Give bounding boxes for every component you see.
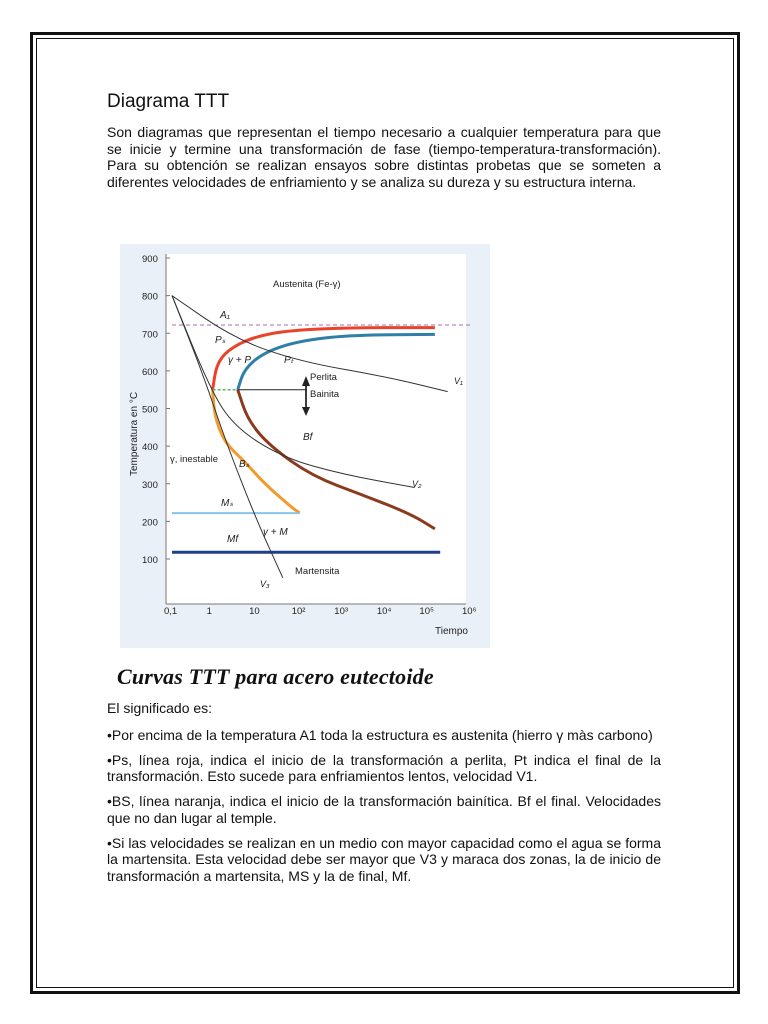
label-ms: Mₛ bbox=[221, 498, 234, 509]
y-tick-label: 500 bbox=[142, 404, 158, 416]
figure-caption: Curvas TTT para acero eutectoide bbox=[117, 664, 434, 689]
bullet-a1: •Por encima de la temperatura A1 toda la estructura es austenita (hierro γ màs carbono) bbox=[107, 726, 653, 743]
x-tick-label: 10 bbox=[249, 606, 260, 617]
y-tick-label: 800 bbox=[142, 291, 158, 303]
bullet-ps: •Ps, línea roja, indica el inicio de la transformación a perlita, Pt indica el final de la transformación. Esto sucede para enfriamientos lentos, velocidad V1. bbox=[107, 751, 661, 784]
label-bainita: Bainita bbox=[310, 389, 340, 400]
label-v1: V₁ bbox=[454, 376, 463, 386]
document-header bbox=[107, 90, 661, 190]
label-martensita: Martensita bbox=[295, 566, 340, 577]
y-tick-label: 200 bbox=[142, 517, 158, 529]
y-axis-label: Temperatura en °C bbox=[129, 391, 140, 476]
body-text bbox=[107, 700, 661, 893]
label-v2: V₂ bbox=[412, 479, 422, 489]
label-austenita: Austenita (Fe-γ) bbox=[273, 279, 341, 290]
x-axis-label: Tiempo bbox=[435, 626, 468, 637]
x-tick-label: 10⁴ bbox=[376, 606, 392, 617]
y-tick-label: 600 bbox=[142, 366, 158, 378]
label-bs: Bₛ bbox=[239, 459, 250, 470]
label-v3: V₃ bbox=[260, 579, 270, 589]
y-tick-label: 300 bbox=[142, 479, 158, 491]
x-tick-label: 0,1 bbox=[164, 606, 178, 617]
x-tick-label: 10³ bbox=[334, 606, 349, 617]
label-gamma-martensita: γ + M bbox=[263, 527, 288, 538]
ttt-diagram-figure bbox=[120, 244, 490, 648]
bullet-martensita: •Si las velocidades se realizan en un medio con mayor capacidad como el agua se forma la martensita. Esta velocidad debe ser mayor que V3 y maraca dos zonas, la de inicio de transformación a martensita, MS y la de final, Mf. bbox=[107, 834, 661, 884]
y-tick-label: 700 bbox=[142, 329, 158, 341]
y-tick-label: 900 bbox=[142, 254, 158, 265]
bullet-bs: •BS, línea naranja, indica el inicio de la transformación bainítica. Bf el final. Velocidades que no dan lugar al temple. bbox=[107, 793, 661, 826]
label-ps: Pₛ bbox=[215, 335, 226, 346]
label-gamma-inestable: γ, inestable bbox=[170, 454, 219, 465]
x-tick-label: 10⁶ bbox=[462, 606, 477, 617]
label-mf: Mf bbox=[227, 534, 239, 545]
x-tick-label: 10⁵ bbox=[419, 606, 434, 617]
label-pt: Pₜ bbox=[284, 355, 294, 366]
label-a1: A₁ bbox=[220, 310, 230, 321]
y-tick-label: 100 bbox=[142, 555, 158, 566]
y-tick-label: 400 bbox=[142, 442, 158, 454]
label-bf: Bf bbox=[303, 432, 313, 443]
label-gamma-perlita: γ + P bbox=[228, 355, 252, 366]
label-perlita: Perlita bbox=[310, 372, 337, 383]
page-title: Diagrama TTT bbox=[107, 91, 230, 112]
intro-paragraph: Son diagramas que representan el tiempo necesario a cualquier temperatura para que se inicie y termine una transformación de fase (tiempo-temperatura-transformación). Para su obtención se realizan ensayos sobre distintas probetas que se someten a diferentes velocidades de enfriamiento y se analiza su dureza y su estructura interna. bbox=[107, 124, 661, 190]
x-tick-label: 1 bbox=[206, 606, 212, 617]
significado-heading: El significado es: bbox=[107, 700, 213, 716]
ttt-chart bbox=[120, 244, 490, 648]
x-tick-label: 10² bbox=[291, 606, 306, 617]
